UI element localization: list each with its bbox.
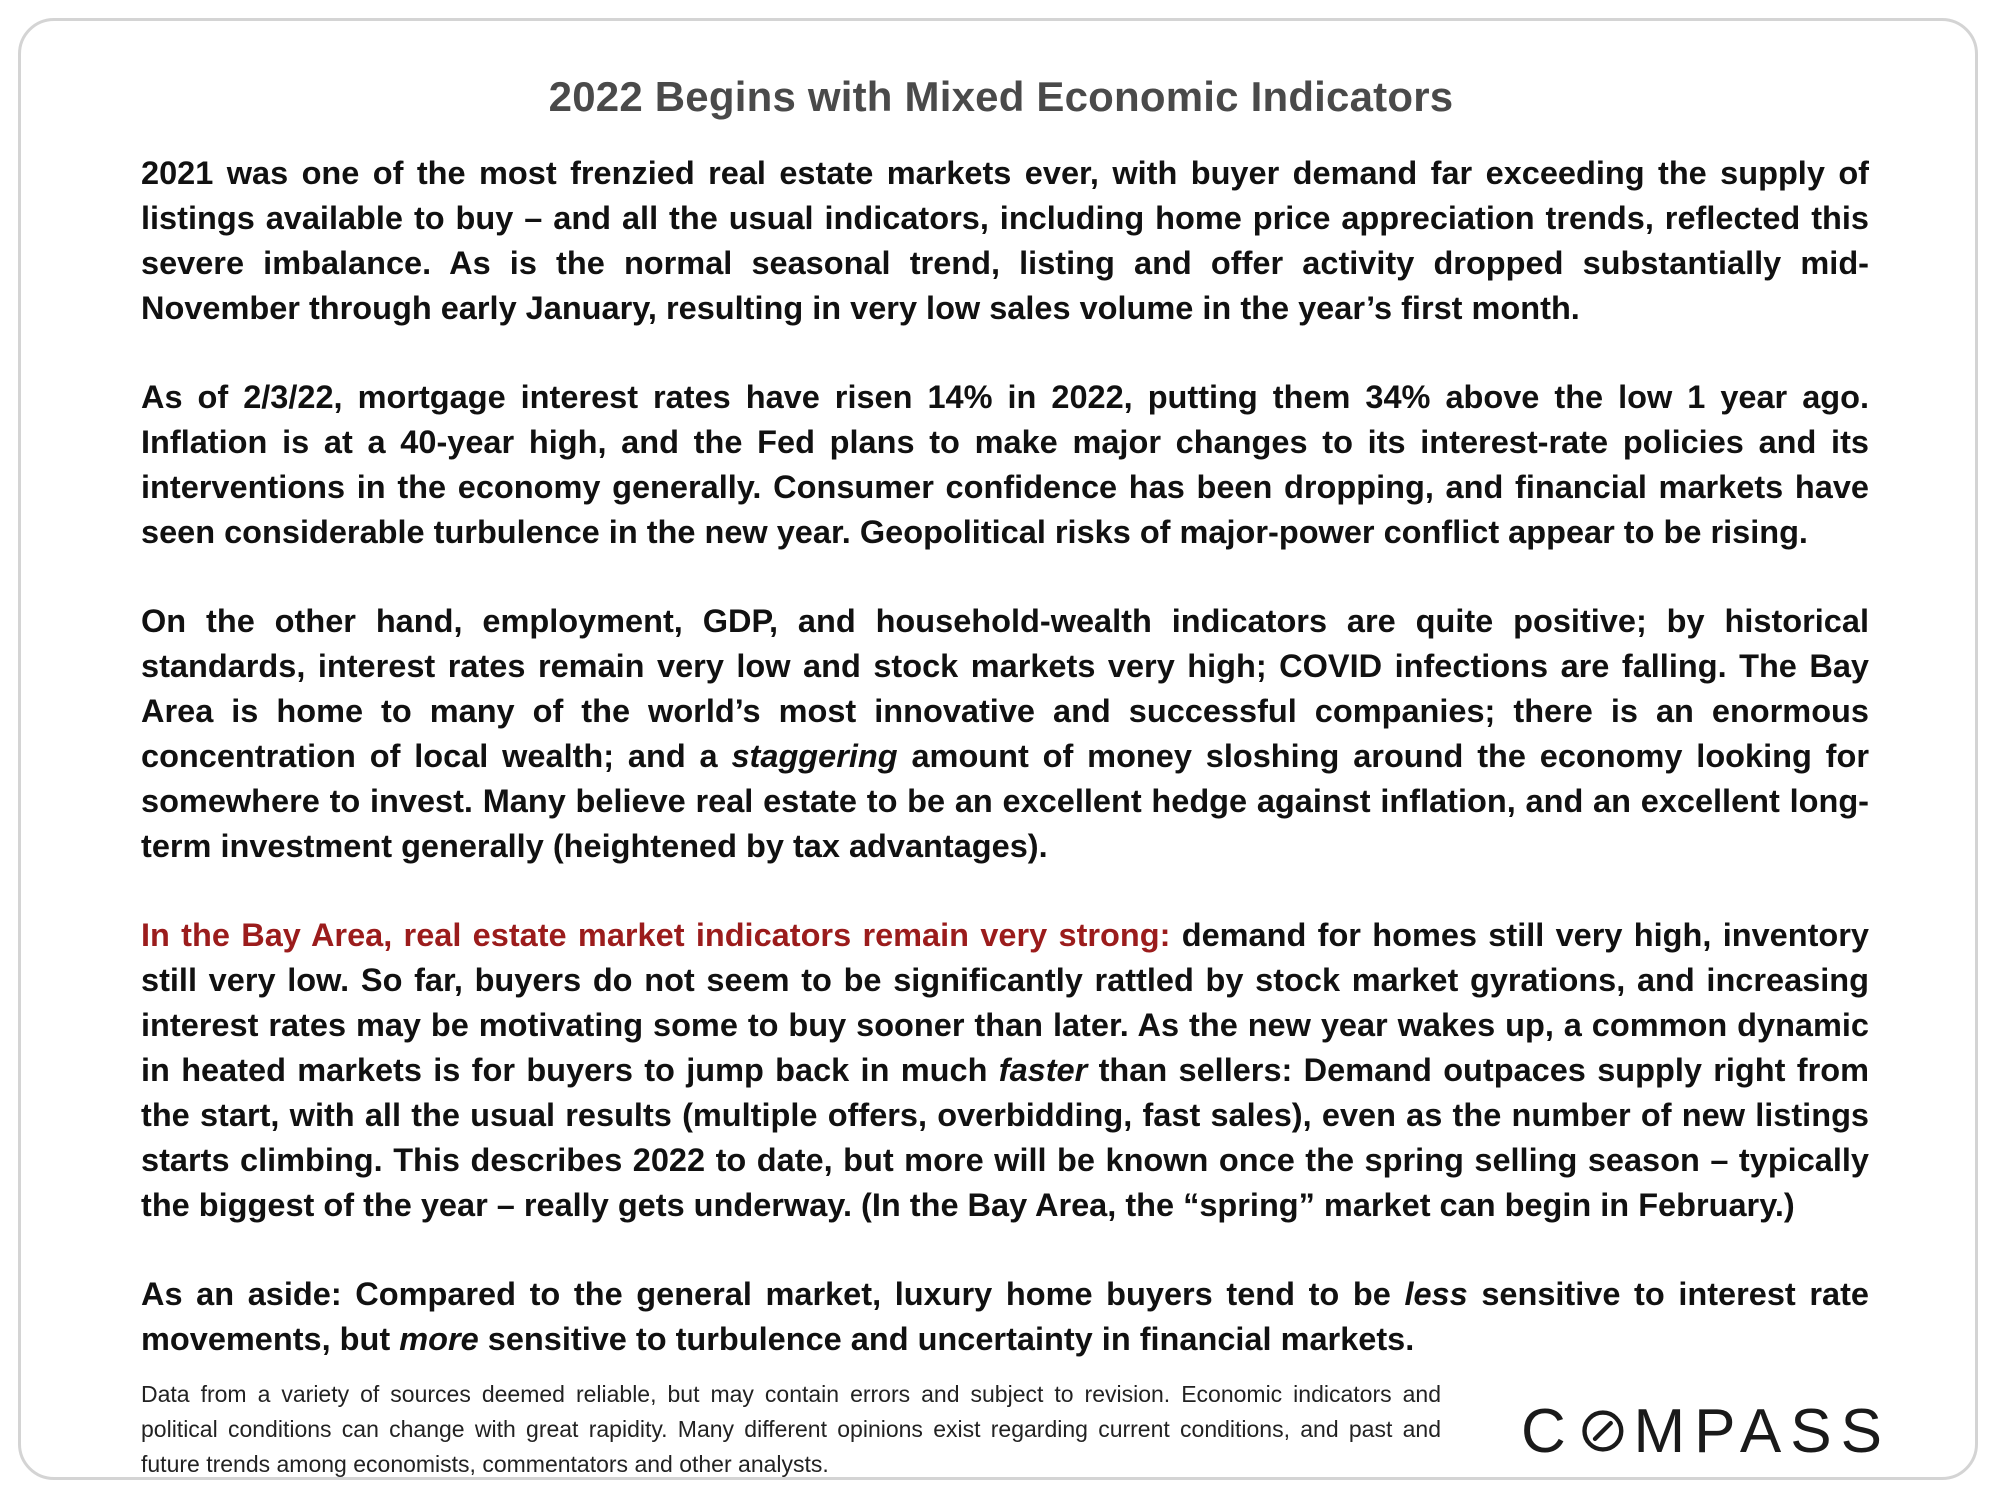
p3-text-1: On the other hand, employment, GDP, and household-wealth indicators are quite positive; by historical standards, interest rates remain very low and stock markets very high; COVID infections are falling. The Bay Area is home to many of the world’s most innovative and successful companies; there is an enormous concentration of local wealth; and a <box>141 603 1869 774</box>
p4-text-2: than sellers: Demand outpaces supply right from the start, with all the usual results (multiple offers, overbidding, fast sales), even as the number of new listings starts climbing. This describes 2022 to date, but more will be known once the spring selling season – typically the biggest of the year – really gets underway. (In the Bay Area, the “spring” market can begin in February.) <box>141 1052 1870 1223</box>
page-title: 2022 Begins with Mixed Economic Indicators <box>548 73 1454 120</box>
p5-emphasis-more: more <box>399 1321 479 1357</box>
logo-suffix: MPASS <box>1633 1396 1891 1466</box>
bay-area-highlight: In the Bay Area, real estate market indicators remain very strong: <box>141 917 1171 953</box>
p5-emphasis-less: less <box>1404 1276 1468 1312</box>
compass-needle-icon <box>1581 1406 1625 1456</box>
paragraph-2021-market: 2021 was one of the most frenzied real estate markets ever, with buyer demand far exceeding the supply of listings available to buy – and all the usual indicators, including home price appreciation trends, reflected this severe imbalance. As is the normal seasonal trend, listing and offer activity dropped substantially mid-November through early January, resulting in very low sales volume in the year’s first month. <box>141 155 1869 326</box>
body-text <box>141 151 1869 1362</box>
compass-logo <box>1521 1391 1891 1471</box>
p4-emphasis: faster <box>998 1052 1088 1088</box>
logo-prefix: C <box>1521 1396 1575 1466</box>
p4-text-1: demand for homes still very high, inventory still very low. So far, buyers do not seem to be significantly rattled by stock market gyrations, and increasing interest rates may be motivating some to buy sooner than later. As the new year wakes up, a common dynamic in heated markets is for buyers to jump back in much <box>141 917 1869 1088</box>
paragraph-interest-rates: As of 2/3/22, mortgage interest rates have risen 14% in 2022, putting them 34% above the low 1 year ago. Inflation is at a 40-year high, and the Fed plans to make major changes to its interest-rate policies and its interventions in the economy generally. Consumer confidence has been dropping, and financial markets have seen considerable turbulence in the new year. Geopolitical risks of major-power conflict appear to be rising. <box>141 379 1869 550</box>
paragraph-positive-indicators <box>141 599 1869 869</box>
p5-text-3: sensitive to turbulence and uncertainty in financial markets. <box>478 1321 1415 1357</box>
p3-text-2: amount of money sloshing around the economy looking for somewhere to invest. Many believe real estate to be an excellent hedge against inflation, and an excellent long-term investment generally (heightened by tax advantages). <box>141 738 1870 864</box>
disclaimer: Data from a variety of sources deemed reliable, but may contain errors and subject to revision. Economic indicators and political conditions can change with great rapidity. Many different opinions exist regarding current conditions, and past and future trends among economists, commentators and other analysts. <box>141 1381 1441 1477</box>
paragraph-luxury-aside <box>141 1272 1869 1362</box>
content-card <box>18 18 1978 1480</box>
p5-text-1: As an aside: Compared to the general market, luxury home buyers tend to be <box>141 1276 1405 1312</box>
paragraph-bay-area <box>141 913 1869 1228</box>
p5-text-2: sensitive to interest rate movements, but <box>141 1276 1869 1357</box>
p3-emphasis: staggering <box>731 738 898 774</box>
